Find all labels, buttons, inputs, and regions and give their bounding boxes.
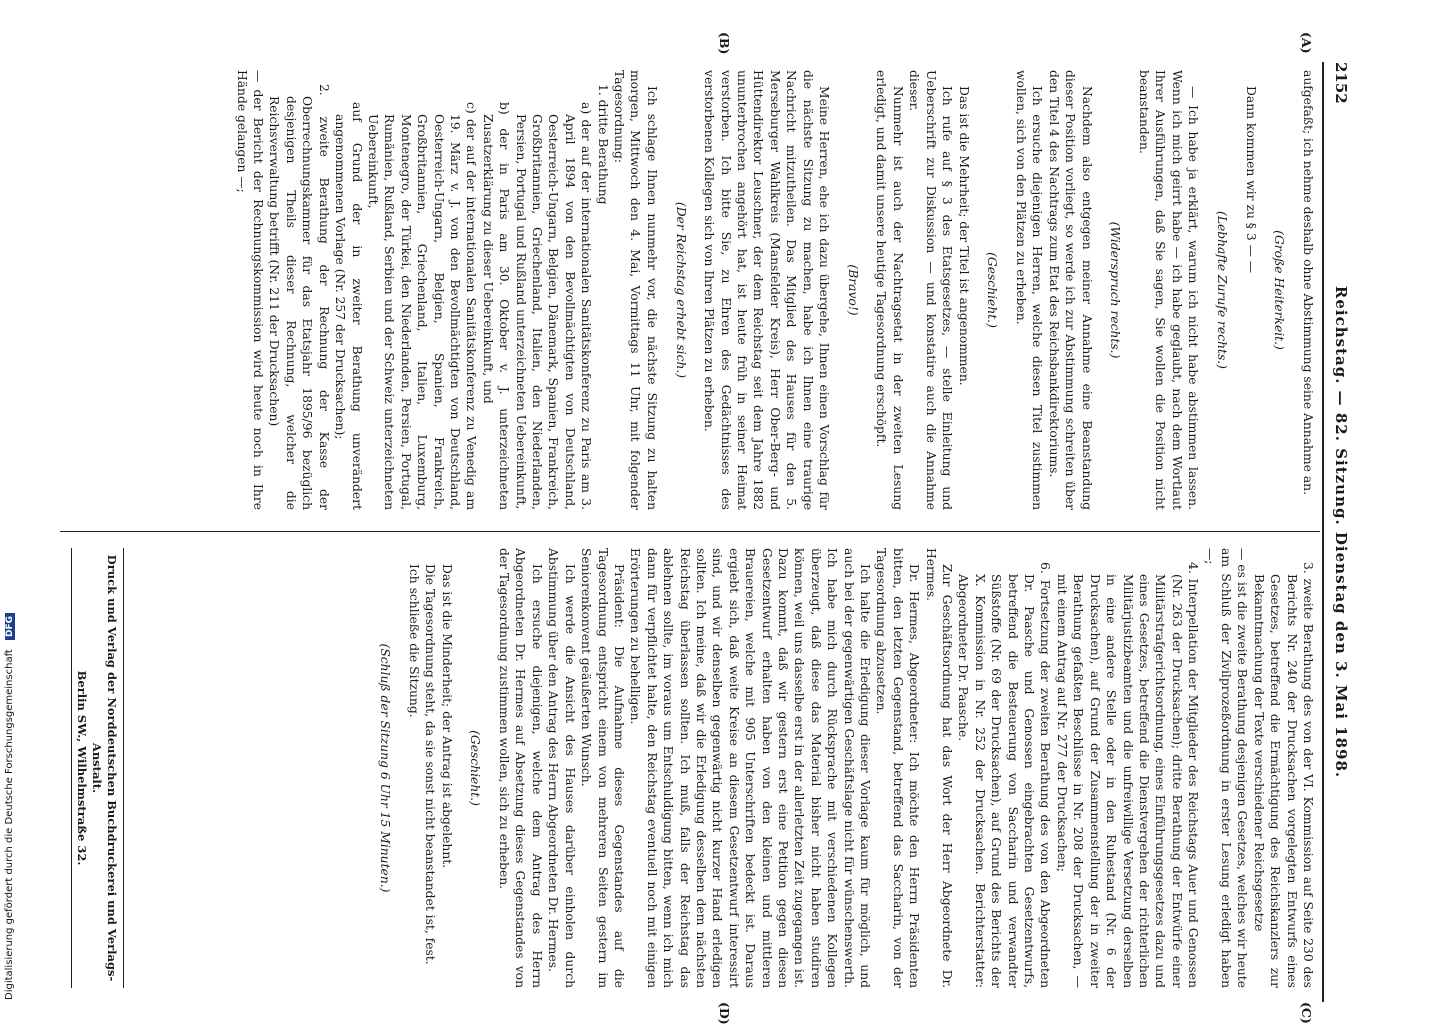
agenda-subitem: b) der in Paris am 30. Oktober v. J. unterzeichneten Zusatzerklärung zu dieser Uebereinkunft, und [480, 102, 512, 510]
column-divider [60, 531, 1320, 532]
agenda-note: — es ist die zweite Berathung desjenigen Gesetzes, welches wir heute am Schluß der Zivilprozeßordnung in erster Lesung erledigt haben —; [1202, 548, 1250, 988]
closing-note: (Schluß der Sitzung 6 Uhr 15 Minuten.) [378, 643, 393, 893]
paragraph: Nachdem also entgegen meiner Annahme eine Beanstandung dieser Position vorliegt, so werde ich zur Abstimmung schreiten über den Titel 4 des Nachtrags zum Etat des Reichsbankdirektoriums. [1046, 70, 1094, 510]
page-header [1326, 62, 1352, 1002]
paragraph: Nunmehr ist auch der Nachtragsetat in der zweiten Lesung erledigt, und damit unsere heutige Tagesordnung erschöpft. [874, 70, 905, 510]
paragraph: — Ich habe ja erklärt, warum ich nicht habe abstimmen lassen. Wenn ich mich geirrt habe — ich habe geglaubt, nach dem Wortlaut Ihrer Ausführungen, daß Sie sagen, Sie wollen die Position nicht beanstanden. [1136, 70, 1201, 510]
page-title: Reichstag. — 82. Sitzung. Dienstag den 3. Mai 1898. [1332, 285, 1350, 779]
speech-hermes: Dr. Hermes, Abgeordneter: Ich möchte den Herrn Präsidenten bitten, den letzten Gegenstand, betreffend das Saccharin, von der Tagesordnung abzusetzen. [874, 548, 922, 988]
agenda-subitem: a) der auf der internationalen Sanitätskonferenz zu Paris am 3. April 1894 von den Bevollmächtigten von Deutschland, Oesterreich-Ungarn, Belgien, Dänemark, Spanien, Frankreich, Großbritannien, Griechenland, Italien, den Niederlanden, Persien, Portugal und Rußland unterzeichneten Uebereinkunft, [513, 102, 594, 510]
imprint-address: Berlin SW., Wilhelmstraße 32. [75, 670, 89, 866]
stage-direction: (Geschieht.) [468, 730, 483, 806]
stage-direction: (Geschieht.) [985, 252, 1000, 328]
left-column [233, 70, 1316, 510]
rotated-document-page [57, 32, 1352, 1025]
imprint-footer [74, 548, 124, 988]
stage-direction: (Bravo!) [845, 264, 860, 316]
header-rule [1322, 62, 1324, 1002]
stage-direction: (Der Reichstag erhebt sich.) [673, 201, 688, 379]
credit-text: Digitalisierung gefördert durch die Deutsche Forschungsgemeinschaft [4, 649, 15, 1000]
speech-president: Präsident: Die Aufnahme dieses Gegenstandes auf die Tagesordnung entspricht einem von mehreren Seiten gestern im Seniorenkonvent geäußerten Wunsch. [579, 548, 626, 988]
paragraph: Ich schlage Ihnen nunmehr vor, die nächste Sitzung zu halten morgen, Mittwoch den 4. Mai, Vormittags 11 Uhr, mit folgender Tagesordnung: [612, 70, 659, 510]
footer-rule [71, 548, 72, 988]
stage-direction: (Widerspruch rechts.) [1108, 221, 1123, 359]
paragraph: Ich ersuche diejenigen Herren, welche diesen Titel zustimmen wollen, sich von den Plätzen zu erheben. [1013, 70, 1045, 510]
agenda-note: — der Bericht der Rechnungskommission wird heute noch in Ihre Hände gelangen —; [234, 70, 266, 510]
paragraph: Ich werde die Ansicht des Hauses darüber einholen durch Abstimmung über den Antrag des Herrn Abgeordneten Dr. Hermes. [546, 548, 577, 988]
margin-marker-b: (B) [717, 32, 732, 55]
agenda-item: 6. Fortsetzung der zweiten Berathung des von den Abgeordneten Dr. Paasche und Genossen eingebrachten Gesetzentwurfs, betreffend die Besteuerung von Saccharin und verwandter Süßstoffe (Nr. 69 der Drucksachen), auf Grund des Berichts der X. Kommission in Nr. 252 der Drucksachen. Berichterstatter: Abgeordneter Dr. Paasche. [956, 562, 1053, 988]
agenda-item: 1. dritte Berathung [595, 84, 610, 205]
paragraph: Ich ersuche diejenigen, welche dem Antrag des Herrn Abgeordneten Dr. Hermes auf Absetzung dieses Gegenstandes von der Tagesordnung zustimmen wollen, sich zu erheben. [497, 548, 544, 988]
stage-direction: (Große Heiterkeit.) [1272, 230, 1287, 350]
agenda-subitem: auf Grund der in zweiter Berathung unverändert angenommenen Vorlage (Nr. 257 der Drucksachen); [333, 102, 364, 510]
page-number: 2152 [1332, 62, 1350, 104]
right-column [364, 548, 1316, 988]
stage-direction: (Lebhafte Zurufe rechts.) [1214, 211, 1229, 369]
margin-marker-a: (A) [1299, 32, 1314, 54]
margin-marker-d: (D) [717, 1002, 732, 1025]
agenda-item: 4. Interpellation der Mitglieder des Reichstags Auer und Genossen (Nr. 263 der Drucksachen); dritte Berathung der Entwürfe einer Militärstrafgerichtsordnung, eines Einführungsgesetzes dazu und eines Gesetzes, betreffend die Dienstvergehen der richterlichen Militärjustizbeamten und die unfreiwillige Versetzung derselben in eine andere Stelle oder in den Ruhestand (Nr. 6 der Drucksachen), auf Grund der Zusammenstellung der in zweiter Berathung gefaßten Beschlüsse in Nr. 208 der Drucksachen, — mit einem Antrag auf Nr. 277 der Drucksachen; [1054, 562, 1201, 988]
paragraph: Das ist die Minderheit; der Antrag ist abgelehnt. [439, 564, 454, 869]
paragraph: Ich schließe die Sitzung. [406, 564, 421, 718]
agenda-item: 3. zweite Berathung des von der VI. Kommission auf Seite 230 des Berichts Nr. 240 der Drucksachen vorgelegten Entwurfs eines Gesetzes, betreffend die Ermächtigung des Reichskanzlers zur Bekanntmachung der Texte verschiedener Reichsgesetze [1251, 562, 1315, 988]
imprint-line: Druck und Verlag der Norddeutschen Buchdruckerei und Verlags-Anstalt. [90, 554, 119, 982]
paragraph: Ich halte die Erledigung dieser Vorlage kaum für möglich, und auch bei der gegenwärtigen Geschäftslage nicht für wünschenswerth. Ich habe mich durch Rücksprache mit verschiedenen Kollegen überzeugt, daß diese das Material bisher nicht haben studiren können, weil uns dasselbe erst in der allerletzten Zeit zugegangen ist. Dazu kommt, daß wir gestern erst eine Petition gegen diesen Gesetzentwurf erhalten haben von den kleinen und mittleren Brauereien, welche mit 905 Unterschriften bedeckt ist. Daraus ergiebt sich, daß weite Kreise an diesem Gesetzentwurf interessirt sind, und wir denselben gegenwärtig nicht kurzer Hand erledigen sollten. Ich meine, daß wir die Erledigung desselben dem nächsten Reichstag überlassen sollten. Ich muß, falls der Reichstag das ablehnen sollte, im voraus um Entschuldigung bitten, wenn ich mich dann für verpflichtet halte, den Reichstag eventuell noch mit einigen Erörterungen zu behelligen. [628, 548, 873, 988]
paragraph: Die Tagesordnung steht, da sie sonst nicht beanstandet ist, fest. [423, 564, 438, 965]
agenda-item: 2. zweite Berathung der Rechnung der Kasse der Oberrechnungskammer für das Etatsjahr 1895/96 bezüglich desjenigen Theils dieser Rechnung, welcher die Reichsverwaltung betrifft (Nr. 211 der Drucksachen) [267, 84, 331, 510]
paragraph: Ich rufe auf § 3 des Etatsgesetzes, — stelle Einleitung und Ueberschrift zur Diskussion — und konstatire auch die Annahme dieser. [907, 70, 955, 510]
paragraph: Dann kommen wir zu § 3 — — [1243, 86, 1258, 274]
dfg-logo: DFG [5, 613, 15, 640]
digitization-credit [4, 0, 15, 1000]
agenda-subitem: c) der auf der internationalen Sanitätskonferenz zu Venedig am 19. März v. J. von den Bevollmächtigten von Deutschland, Oesterreich-Ungarn, Belgien, Spanien, Frankreich, Großbritannien, Griechenland, Italien, Luxemburg, Montenegro, der Türkei, den Niederlanden, Persien, Portugal, Rumänien, Rußland, Serbien und der Schweiz unterzeichneten Uebereinkunft, [365, 102, 479, 510]
paragraph: Das ist die Mehrheit; der Titel ist angenommen. [956, 86, 971, 386]
margin-marker-c: (C) [1299, 1002, 1314, 1024]
paragraph: aufgefaßt; ich nehme deshalb ohne Abstimmung seine Annahme an. [1301, 70, 1315, 495]
paragraph: Meine Herren, ehe ich dazu übergehe, Ihnen einen Vorschlag für die nächste Sitzung zu machen, habe ich Ihnen eine traurige Nachricht mitzutheilen. Das Mitglied des Hauses für den 5. Merseburger Wahlkreis (Mansfelder Kreis), Herr Ober-Berg- und Hüttendirektor Leuschner, der dem Reichstag seit dem Jahre 1882 ununterbrochen angehört hat, ist heute früh in seiner Heimat verstorben. Ich bitte Sie, zu Ehren des Gedächtnisses des verstorbenen Kollegen sich von Ihren Plätzen zu erheben. [702, 70, 832, 510]
paragraph: Zur Geschäftsordnung hat das Wort der Herr Abgeordnete Dr. Hermes. [923, 548, 955, 988]
